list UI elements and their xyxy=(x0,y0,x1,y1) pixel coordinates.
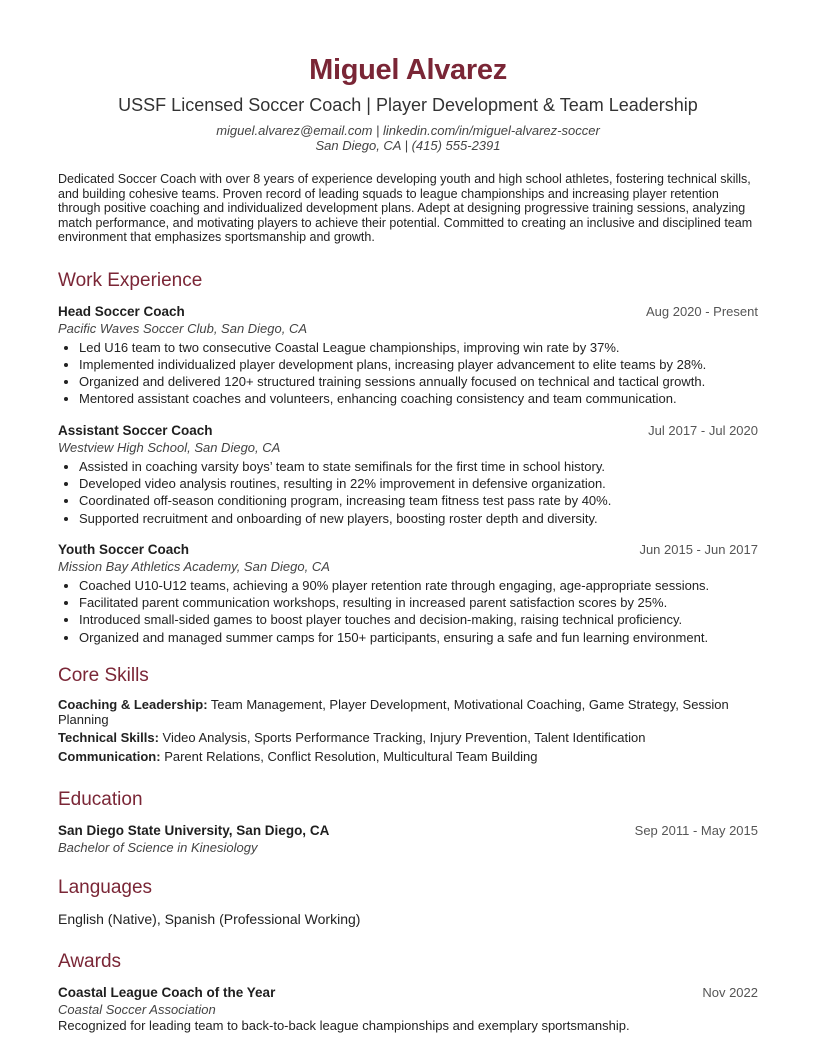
job-bullets xyxy=(58,577,758,646)
bullet-item: • Implemented individualized player development plans, increasing player advancement to elite teams by 28%. xyxy=(79,356,758,373)
section-title-awards: Awards xyxy=(58,951,122,973)
candidate-name: Miguel Alvarez xyxy=(309,54,507,86)
job-title: Head Soccer Coach xyxy=(58,303,185,319)
skill-value: Team Management, Player Development, Motivational Coaching, Game Strategy, Session Planning xyxy=(58,697,729,727)
job-bullets xyxy=(58,458,758,527)
degree: Bachelor of Science in Kinesiology xyxy=(58,840,258,856)
bullet-item: • Assisted in coaching varsity boys’ team to state semifinals for the first time in school history. xyxy=(79,458,758,475)
skill-row xyxy=(58,731,758,746)
education-entry xyxy=(58,822,758,856)
education-date: Sep 2011 - May 2015 xyxy=(634,823,758,839)
job-organization: Pacific Waves Soccer Club, San Diego, CA xyxy=(58,320,308,336)
summary: Dedicated Soccer Coach with over 8 years of experience developing youth and high school athletes, fostering technical skills, and building cohesive teams. Proven record of leading squads to league championships and increasing player retention through positive coaching and individualized development plans. Adept at designing progressive training sessions, analyzing match performance, and motivating players to achieve their potential. Committed to creating an inclusive and disciplined team environment that emphasizes sportsmanship and growth. xyxy=(58,172,753,244)
job-entry xyxy=(58,303,758,408)
bullet-item: • Led U16 team to two consecutive Coastal League championships, improving win rate by 37%. xyxy=(79,339,758,356)
job-date: Aug 2020 - Present xyxy=(645,303,758,319)
languages-list: English (Native), Spanish (Professional Working) xyxy=(58,911,361,928)
bullet-item: • Facilitated parent communication workshops, resulting in increased parent satisfaction scores by 25%. xyxy=(79,594,758,611)
award-description: Recognized for leading team to back-to-back league championships and exemplary sportsmanship. xyxy=(58,1018,630,1034)
job-organization: Westview High School, San Diego, CA xyxy=(58,439,281,455)
job-organization: Mission Bay Athletics Academy, San Diego, CA xyxy=(58,558,330,574)
section-title-languages: Languages xyxy=(58,877,153,899)
skill-row xyxy=(58,698,758,727)
section-title-skills: Core Skills xyxy=(58,665,149,687)
job-date: Jun 2015 - Jun 2017 xyxy=(639,541,758,557)
section-title-experience: Work Experience xyxy=(58,269,203,291)
job-date: Jul 2017 - Jul 2020 xyxy=(648,422,758,438)
bullet-item: • Developed video analysis routines, resulting in 22% improvement in defensive organization. xyxy=(79,475,758,492)
award-organization: Coastal Soccer Association xyxy=(58,1002,216,1018)
bullet-item: • Organized and managed summer camps for 150+ participants, ensuring a safe and fun learning environment. xyxy=(79,629,758,646)
skill-label: Communication: xyxy=(58,748,161,764)
school-name: San Diego State University, San Diego, CA xyxy=(58,823,330,839)
job-title: Youth Soccer Coach xyxy=(58,541,190,557)
skill-label: Coaching & Leadership: xyxy=(58,697,208,713)
award-entry xyxy=(58,984,758,1034)
bullet-item: • Introduced small-sided games to boost player touches and decision-making, raising technical proficiency. xyxy=(79,611,758,628)
bullet-item: • Supported recruitment and onboarding of new players, boosting roster depth and diversity. xyxy=(79,510,758,527)
contact-line-email-linkedin: miguel.alvarez@email.com | linkedin.com/in/miguel-alvarez-soccer xyxy=(216,123,600,138)
award-date: Nov 2022 xyxy=(702,985,758,1001)
bullet-item: • Mentored assistant coaches and volunteers, enhancing coaching consistency and team communication. xyxy=(79,390,758,407)
skill-value: Video Analysis, Sports Performance Tracking, Injury Prevention, Talent Identification xyxy=(162,730,646,746)
skill-row xyxy=(58,750,758,765)
headline: USSF Licensed Soccer Coach | Player Development & Team Leadership xyxy=(118,95,698,115)
skill-label: Technical Skills: xyxy=(58,730,159,746)
contact-line-location-phone: San Diego, CA | (415) 555-2391 xyxy=(315,138,501,153)
job-entry xyxy=(58,541,758,646)
award-title: Coastal League Coach of the Year xyxy=(58,985,276,1001)
contact-info xyxy=(58,123,758,153)
job-entry xyxy=(58,422,758,527)
job-bullets xyxy=(58,339,758,408)
bullet-item: • Coached U10-U12 teams, achieving a 90% player retention rate through engaging, age-appropriate sessions. xyxy=(79,577,758,594)
section-title-education: Education xyxy=(58,789,143,811)
skill-value: Parent Relations, Conflict Resolution, Multicultural Team Building xyxy=(164,748,538,764)
bullet-item: • Organized and delivered 120+ structured training sessions annually focused on technical and tactical growth. xyxy=(79,373,758,390)
bullet-item: • Coordinated off-season conditioning program, increasing team fitness test pass rate by 40%. xyxy=(79,492,758,509)
job-title: Assistant Soccer Coach xyxy=(58,422,213,438)
